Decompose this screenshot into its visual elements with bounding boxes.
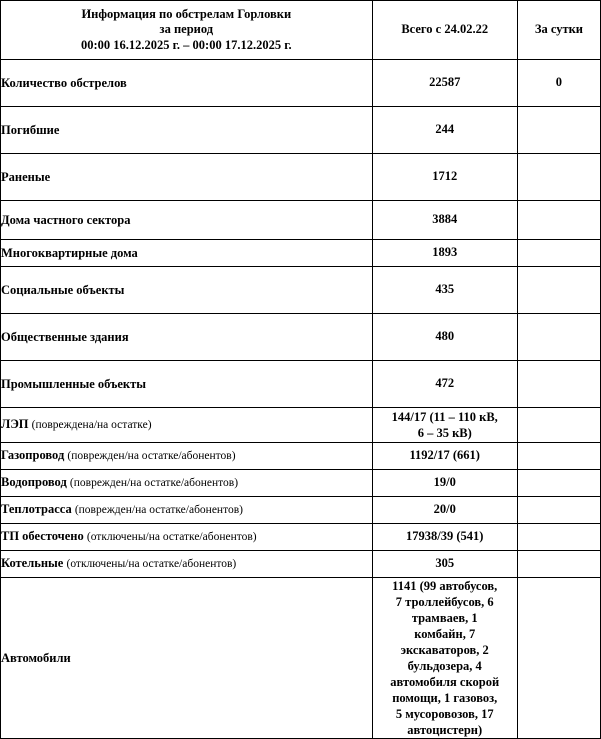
row-label-cell [1,240,373,267]
row-day-value: 0 [517,60,600,107]
table-body [1,1,601,739]
row-label-cell [1,267,373,314]
row-total-value: 1893 [372,240,517,267]
row-day-value [517,408,600,443]
header-day-cell: За сутки [517,1,600,60]
row-total-value: 144/17 (11 – 110 кВ, 6 – 35 кВ) [372,408,517,443]
header-title-line-2: за период [159,22,214,37]
row-total-value: 244 [372,107,517,154]
row-label-note: (поврежден/на остатке/абонентов) [69,477,239,490]
row-day-value [517,578,600,739]
row-day-value [517,497,600,524]
row-total-value: 480 [372,314,517,361]
row-total-value: 1712 [372,154,517,201]
row-day-value [517,361,600,408]
row-label-text: Количество обстрелов [1,75,127,90]
table-row [1,361,601,408]
row-day-value [517,267,600,314]
row-label-cell [1,201,373,240]
row-total-value: 472 [372,361,517,408]
row-label-cell [1,60,373,107]
table-row [1,267,601,314]
row-day-value [517,154,600,201]
row-label-text: ЛЭП [1,417,29,432]
row-label-text: Газопровод [1,448,65,463]
header-title-line-1: Информация по обстрелам Горловки [81,6,292,21]
row-label-text: Погибшие [1,122,60,137]
row-day-value [517,314,600,361]
row-label-cell [1,497,373,524]
row-day-value [517,107,600,154]
table-row [1,154,601,201]
table-row [1,578,601,739]
row-label-cell [1,107,373,154]
row-label-text: Социальные объекты [1,282,125,297]
table-row [1,201,601,240]
row-day-value [517,524,600,551]
row-label-text: Дома частного сектора [1,212,131,227]
row-label-cell [1,524,373,551]
row-day-value [517,240,600,267]
row-label-text: Раненые [1,169,51,184]
row-label-note: (отключены/на остатке/абонентов) [86,531,257,544]
table-row [1,240,601,267]
row-total-value: 1192/17 (661) [372,443,517,470]
row-label-cell [1,314,373,361]
row-day-value [517,470,600,497]
row-label-note: (повреждена/на остатке) [31,419,152,432]
row-label-cell [1,443,373,470]
row-day-value [517,551,600,578]
row-label-note: (поврежден/на остатке/абонентов) [67,450,236,463]
table-row [1,60,601,107]
row-total-value: 305 [372,551,517,578]
table-header-row [1,1,601,60]
row-day-value [517,443,600,470]
row-total-value: 435 [372,267,517,314]
row-label-text: Теплотрасса [1,502,72,517]
table-row [1,107,601,154]
row-total-value: 17938/39 (541) [372,524,517,551]
table-row [1,443,601,470]
table-row [1,408,601,443]
row-label-text: Котельные [1,556,64,571]
header-title-cell [1,1,373,60]
row-label-cell [1,408,373,443]
row-total-value: 1141 (99 автобусов, 7 троллейбусов, 6 трамваев, 1 комбайн, 7 экскаваторов, 2 бульдозера, 4 автомобиля скорой помощи, 1 газовоз, 5 мусоровозов, 17 автоцистерн) [372,578,517,739]
row-label-cell [1,578,373,739]
table-row [1,497,601,524]
row-total-value: 22587 [372,60,517,107]
row-label-text: Автомобили [1,650,71,665]
row-label-note: (отключены/на остатке/абонентов) [66,558,237,571]
row-label-cell [1,551,373,578]
row-label-cell [1,470,373,497]
row-day-value [517,201,600,240]
row-label-text: Общественные здания [1,329,129,344]
table-row [1,470,601,497]
row-label-cell [1,361,373,408]
header-title-line-3: 00:00 16.12.2025 г. – 00:00 17.12.2025 г. [81,37,292,52]
row-label-note: (поврежден/на остатке/абонентов) [74,504,243,517]
row-label-text: Промышленные объекты [1,376,147,391]
header-total-cell: Всего с 24.02.22 [372,1,517,60]
table-row [1,524,601,551]
table-row [1,314,601,361]
row-total-value: 19/0 [372,470,517,497]
row-label-text: ТП обесточено [1,529,84,544]
row-label-text: Многоквартирные дома [1,245,138,260]
row-label-text: Водопровод [1,475,67,490]
row-total-value: 3884 [372,201,517,240]
row-total-value: 20/0 [372,497,517,524]
row-label-cell [1,154,373,201]
table-row [1,551,601,578]
